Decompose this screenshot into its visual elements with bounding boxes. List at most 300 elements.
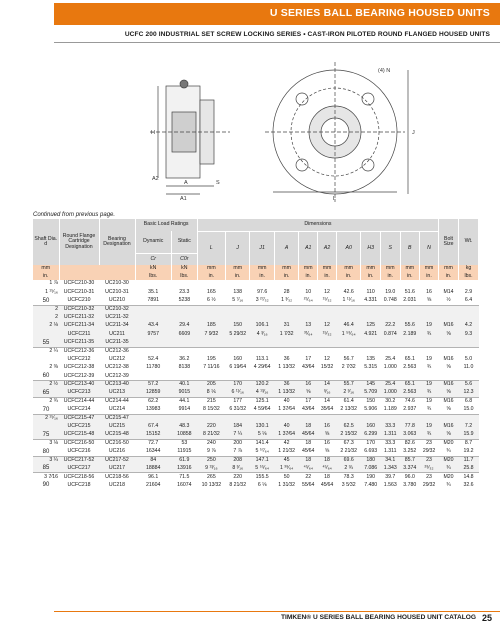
spec-value: 23.3 xyxy=(179,288,190,295)
spec-value: 78.3 xyxy=(336,473,360,481)
spec-value: 11780 xyxy=(146,364,161,371)
empty-cell xyxy=(274,314,298,322)
shaft-diameter: 60 xyxy=(42,373,50,380)
spec-value: 62.2 xyxy=(135,397,171,405)
table-row xyxy=(33,414,479,422)
spec-value: 1.189 xyxy=(383,406,397,413)
unit-metric-cell: mm xyxy=(380,265,400,273)
unit-imperial-cell: lbs. xyxy=(135,273,171,280)
spec-value: 106.1 xyxy=(250,322,274,330)
table-row xyxy=(33,473,479,481)
spec-value: 32.6 xyxy=(463,481,474,488)
spec-value: ¹⁵⁄₃₂ xyxy=(318,330,337,338)
empty-cell xyxy=(135,347,171,355)
header-divider xyxy=(54,42,500,43)
spec-value: 141.4 xyxy=(250,439,274,447)
table-row xyxy=(33,465,479,473)
spec-value: 2.563 xyxy=(400,389,420,397)
table-row xyxy=(33,288,479,296)
empty-cell xyxy=(361,305,381,313)
spec-value: ⁴⁵⁄₆₄ xyxy=(299,465,318,473)
spec-value: 96.1 xyxy=(135,473,171,481)
spec-value: ⁹⁄₁₆ xyxy=(318,389,337,397)
spec-value: 3.780 xyxy=(403,481,417,488)
unit-imperial-cell: in. xyxy=(380,273,400,280)
spec-value: 31 xyxy=(274,322,298,330)
spec-value: 72.7 xyxy=(135,439,171,447)
spec-value: 13 xyxy=(299,322,318,330)
empty-cell xyxy=(318,280,337,288)
bearing-designation: UC211-32 xyxy=(99,314,135,322)
spec-value: 43.4 xyxy=(135,322,171,330)
spec-value: 12859 xyxy=(135,389,171,397)
spec-value: 4 59⁄64 xyxy=(253,406,271,413)
unit-imperial-cell: in. xyxy=(336,273,360,280)
spec-value: ⅝ xyxy=(324,448,330,455)
cartridge-designation: UCFC213 xyxy=(59,389,99,397)
spec-value: 113.1 xyxy=(255,355,269,362)
spec-value: 96.0 xyxy=(400,473,420,481)
empty-cell xyxy=(274,347,298,355)
shaft-diameter xyxy=(33,423,59,431)
spec-value: 7 11⁄16 xyxy=(203,364,220,371)
spec-value: 3 5⁄32 xyxy=(341,481,356,488)
spec-value: 265 xyxy=(197,473,225,481)
spec-value: 15⁄32 xyxy=(320,364,334,371)
empty-cell xyxy=(439,305,459,313)
spec-value: 67.3 xyxy=(336,439,360,447)
cartridge-designation: UCFC217-52 xyxy=(59,456,99,464)
spec-value: 1 ⁵⁹⁄₆₄ xyxy=(336,330,360,338)
bearing-designation: UC217-52 xyxy=(99,456,135,464)
spec-value: 1 21⁄32 xyxy=(278,448,295,455)
spec-value: 13916 xyxy=(171,465,197,473)
empty-cell xyxy=(225,339,249,347)
spec-value: 25.4 xyxy=(385,355,396,362)
spec-value: 155.5 xyxy=(250,473,274,481)
empty-cell xyxy=(318,305,337,313)
table-row xyxy=(33,406,479,414)
spec-value: 25.8 xyxy=(459,465,479,473)
spec-value: 5 ⅛ xyxy=(250,431,274,439)
empty-cell xyxy=(135,305,171,313)
empty-cell xyxy=(299,414,318,422)
spec-value: 15152 xyxy=(135,431,171,439)
spec-value: 19.2 xyxy=(463,448,474,455)
spec-value: ³¹⁄₆₄ xyxy=(299,330,318,338)
empty-cell xyxy=(400,347,420,355)
spec-value: 1.311 xyxy=(380,431,400,439)
spec-value: 40.1 xyxy=(171,381,197,389)
empty-cell xyxy=(439,414,459,422)
header-a2: A2 xyxy=(318,231,337,265)
label-n: (4) N xyxy=(378,68,391,74)
spec-value: 7891 xyxy=(147,297,159,303)
bearing-designation: UC215-48 xyxy=(99,431,135,439)
spec-value: 4.2 xyxy=(459,322,479,330)
spec-value: M16 xyxy=(439,322,459,330)
spec-value: 16 xyxy=(318,439,337,447)
empty-cell xyxy=(336,339,360,347)
spec-value: 48.3 xyxy=(171,423,197,431)
bearing-designation: UC210-32 xyxy=(99,305,135,313)
cartridge-designation: UCFC215-48 xyxy=(59,431,99,439)
empty-cell xyxy=(274,414,298,422)
spec-value: 250 xyxy=(197,456,225,464)
spec-value: 18 xyxy=(299,423,318,431)
unit-imperial-cell: in. xyxy=(318,273,337,280)
spec-value: 45 xyxy=(274,456,298,464)
unit-imperial-cell: lbs. xyxy=(459,273,479,280)
spec-value: 7.2 xyxy=(459,423,479,431)
spec-value: 28 xyxy=(283,288,290,295)
unit-metric-cell: mm xyxy=(299,265,318,273)
shaft-diameter: 3 7⁄16 xyxy=(33,473,59,481)
shaft-diameter: 1 ¹⁵⁄₁₆ xyxy=(45,288,58,295)
unit-imperial-blank xyxy=(59,273,135,280)
spec-value: 7.086 xyxy=(361,465,381,473)
unit-imperial-cell: in. xyxy=(274,273,298,280)
empty-cell xyxy=(197,347,225,355)
spec-value: 29⁄32 xyxy=(422,448,436,455)
unit-imperial-cell: in. xyxy=(400,273,420,280)
spec-value: 19 xyxy=(426,355,432,362)
empty-cell xyxy=(299,314,318,322)
cartridge-designation: UCFC213-40 xyxy=(59,381,99,389)
spec-value: M20 xyxy=(439,456,459,464)
empty-cell xyxy=(420,347,439,355)
table-row xyxy=(33,431,479,439)
shaft-diameter: 2 ⅜ xyxy=(49,364,58,371)
table-row xyxy=(33,356,479,364)
spec-value: 29.4 xyxy=(171,322,197,330)
empty-cell xyxy=(171,414,197,422)
spec-value: 1.563 xyxy=(383,481,397,488)
footer-rule xyxy=(54,611,500,612)
shaft-diameter: 90 xyxy=(42,482,50,489)
page-number: 25 xyxy=(481,613,492,623)
spec-value: 42 xyxy=(274,439,298,447)
empty-cell xyxy=(197,280,225,288)
header-row xyxy=(33,219,479,231)
shaft-diameter: 1 ⅞ xyxy=(49,280,58,287)
cartridge-designation: UCFC215 xyxy=(59,423,99,431)
spec-value: 10858 xyxy=(171,431,197,439)
spec-value: 21604 xyxy=(145,481,161,488)
empty-cell xyxy=(225,347,249,355)
table-row xyxy=(33,314,479,322)
empty-cell xyxy=(336,280,360,288)
empty-cell xyxy=(361,314,381,322)
empty-cell xyxy=(250,372,274,380)
empty-cell xyxy=(380,414,400,422)
spec-value: 220 xyxy=(197,423,225,431)
header-j: J xyxy=(225,231,249,265)
spec-value: ⅝ xyxy=(426,297,432,303)
header-c0r: C0r xyxy=(171,253,197,265)
spec-value: 8 21⁄32 xyxy=(197,431,225,439)
table-row xyxy=(33,389,479,397)
label-j: J xyxy=(412,130,415,136)
spec-value: ²⁵⁄₆₄ xyxy=(303,297,313,303)
spec-value: 67.4 xyxy=(135,423,171,431)
cartridge-designation: UCFC211-32 xyxy=(59,314,99,322)
spec-value: 2 13⁄32 xyxy=(340,406,358,413)
empty-cell xyxy=(420,339,439,347)
continued-note: Continued from previous page. xyxy=(33,212,116,218)
spec-value: M16 xyxy=(443,355,454,362)
spec-value: 29⁄32 xyxy=(422,481,436,488)
spec-value: 55⁄64 xyxy=(302,481,315,488)
shaft-diameter: 2 ¼ xyxy=(33,347,59,355)
empty-cell xyxy=(225,414,249,422)
spec-value: 6 ½ xyxy=(207,297,216,303)
shaft-diameter: 3 ⅛ xyxy=(33,439,59,447)
label-s: S xyxy=(216,180,220,186)
empty-cell xyxy=(361,414,381,422)
empty-cell xyxy=(318,314,337,322)
header-cr: Cr xyxy=(135,253,171,265)
spec-value: 145 xyxy=(361,381,381,389)
table-row xyxy=(33,381,479,389)
spec-value: 150 xyxy=(361,397,381,405)
cartridge-designation: UCFC218-56 xyxy=(59,473,99,481)
spec-value: 170 xyxy=(361,439,381,447)
unit-metric-cell: mm xyxy=(250,265,274,273)
shaft-diameter: 70 xyxy=(42,406,50,413)
spec-value: 16 xyxy=(426,288,432,295)
header-wt: Wt. xyxy=(459,219,479,265)
table-row xyxy=(33,339,479,347)
unit-imperial-cell: in. xyxy=(299,273,318,280)
spec-value: ⅝ xyxy=(446,406,451,413)
empty-cell xyxy=(299,372,318,380)
shaft-diameter: 2 ½ xyxy=(33,381,59,389)
spec-value: M20 xyxy=(439,439,459,447)
bearing-designation: UC212-39 xyxy=(105,372,129,379)
bearing-designation: UC216 xyxy=(108,448,126,455)
unit-imperial-cell: in. xyxy=(197,273,225,280)
spec-value: 9015 xyxy=(171,389,197,397)
unit-metric-cell: mm xyxy=(318,265,337,273)
empty-cell xyxy=(274,372,298,380)
spec-value: 2 21⁄32 xyxy=(340,448,358,455)
header-s: S xyxy=(380,231,400,265)
empty-cell xyxy=(459,314,479,322)
empty-cell xyxy=(171,314,197,322)
spec-value: 5.709 xyxy=(361,389,381,397)
empty-cell xyxy=(250,339,274,347)
spec-value: 84 xyxy=(135,456,171,464)
empty-cell xyxy=(336,314,360,322)
header-a0: A0 xyxy=(336,231,360,265)
spec-value: 130.1 xyxy=(250,423,274,431)
spec-value: 3 ²⁷⁄₃₂ xyxy=(255,297,269,303)
spec-value: 220 xyxy=(225,473,249,481)
spec-value: 16 xyxy=(318,423,337,431)
spec-value: ²⁹⁄₃₂ xyxy=(420,465,439,473)
bearing-designation: UC213-40 xyxy=(99,381,135,389)
shaft-diameter: 85 xyxy=(33,465,59,473)
grease-fitting xyxy=(180,80,188,88)
spec-value: ¾ xyxy=(426,364,432,371)
spec-value: 23 xyxy=(420,473,439,481)
spec-value: 9914 xyxy=(178,406,191,413)
empty-cell xyxy=(361,372,381,380)
table-row xyxy=(33,322,479,330)
empty-cell xyxy=(299,339,318,347)
spec-value: 22.2 xyxy=(380,322,400,330)
bearing-designation: UC210 xyxy=(108,297,126,303)
spec-value: 10 13⁄32 xyxy=(201,481,222,488)
shaft-diameter: 80 xyxy=(42,448,50,455)
spec-value: ⅝ xyxy=(318,431,337,439)
spec-value: 6.299 xyxy=(361,431,381,439)
spec-value: 120.2 xyxy=(250,381,274,389)
shaft-diameter: 50 xyxy=(42,297,50,304)
empty-cell xyxy=(420,305,439,313)
unit-metric-cell: kN xyxy=(171,265,197,273)
header-j1: J1 xyxy=(250,231,274,265)
spec-value: 150 xyxy=(225,322,249,330)
spec-value: 8 21⁄32 xyxy=(229,481,247,488)
empty-cell xyxy=(171,305,197,313)
spec-value: 6.4 xyxy=(464,297,473,303)
spec-value: 110 xyxy=(366,288,375,295)
spec-value: 1 37⁄64 xyxy=(274,431,298,439)
spec-value: 8 15⁄32 xyxy=(203,406,220,413)
unit-imperial-cell: in. xyxy=(361,273,381,280)
cartridge-designation: UCFC214 xyxy=(67,406,91,413)
table-row xyxy=(33,439,479,447)
header-a: A xyxy=(274,231,298,265)
spec-value: 1 ³⁹⁄₆₄ xyxy=(274,465,298,473)
spec-value: 11.0 xyxy=(463,364,474,371)
spec-value: 1.343 xyxy=(380,465,400,473)
empty-cell xyxy=(336,347,360,355)
empty-cell xyxy=(135,372,171,380)
spec-value: 2.189 xyxy=(400,330,420,338)
spec-value: 1 13⁄32 xyxy=(274,389,298,397)
spec-value: ¾ xyxy=(420,389,439,397)
bearing-designation: UC214-44 xyxy=(99,397,135,405)
spec-value: 11915 xyxy=(177,448,192,455)
shaft-diameter: 65 xyxy=(33,389,59,397)
empty-cell xyxy=(299,280,318,288)
spec-value: 3.063 xyxy=(400,431,420,439)
spec-table xyxy=(33,219,479,490)
spec-value: 215 xyxy=(197,397,225,405)
empty-cell xyxy=(459,347,479,355)
spec-value: 43⁄64 xyxy=(302,406,315,413)
units-row-imperial xyxy=(33,273,479,280)
bearing-designation: UC211-35 xyxy=(99,339,135,347)
spec-value: ¾ xyxy=(446,481,451,488)
spec-value: 6.8 xyxy=(459,397,479,405)
empty-cell xyxy=(336,305,360,313)
unit-metric-cell: mm xyxy=(361,265,381,273)
spec-value: 147.1 xyxy=(250,456,274,464)
spec-value: 5.6 xyxy=(459,381,479,389)
spec-value: 56.7 xyxy=(343,355,354,362)
spec-value: 44.1 xyxy=(171,397,197,405)
table-row xyxy=(33,456,479,464)
spec-value: 71.5 xyxy=(171,473,197,481)
spec-value: 10 xyxy=(305,288,312,295)
spec-value: 18 xyxy=(299,439,318,447)
spec-value: M16 xyxy=(439,397,459,405)
spec-value: ¾ xyxy=(446,448,451,455)
bearing-designation: UC214 xyxy=(108,406,126,413)
spec-value: 45⁄64 xyxy=(299,431,318,439)
spec-value: 170 xyxy=(225,381,249,389)
label-l: L xyxy=(333,196,337,202)
empty-cell xyxy=(459,372,479,380)
spec-value: 12 xyxy=(324,288,330,295)
spec-value: 18 xyxy=(318,456,337,464)
spec-value: 1 7⁄32 xyxy=(274,330,298,338)
spec-value: 36.2 xyxy=(179,355,190,362)
unit-metric-cell: mm xyxy=(439,265,459,273)
spec-value: 125.1 xyxy=(250,397,274,405)
spec-value: ⅝ xyxy=(439,389,459,397)
empty-cell xyxy=(459,414,479,422)
unit-metric-cell: mm xyxy=(225,265,249,273)
page-title: U SERIES BALL BEARING HOUSED UNITS xyxy=(269,7,490,19)
label-a1: A1 xyxy=(180,196,187,202)
spec-value: 195 xyxy=(207,355,216,362)
table-row xyxy=(33,364,479,372)
spec-value: M16 xyxy=(439,423,459,431)
empty-cell xyxy=(439,372,459,380)
shaft-diameter: 2 ⅛ xyxy=(33,322,59,330)
empty-cell xyxy=(361,280,381,288)
spec-value: ⅝ xyxy=(439,431,459,439)
empty-cell xyxy=(197,314,225,322)
spec-value: 11.7 xyxy=(459,456,479,464)
spec-value: 7 9⁄32 xyxy=(197,330,225,338)
empty-cell xyxy=(135,280,171,288)
spec-value: 0.748 xyxy=(383,297,397,303)
spec-value: 4 ¹³⁄₁₆ xyxy=(250,389,274,397)
spec-value: 8.7 xyxy=(459,439,479,447)
table-row xyxy=(33,347,479,355)
spec-value: 208 xyxy=(225,456,249,464)
header-cartridge: Round Flange Cartridge Designation xyxy=(59,219,99,265)
spec-value: 1.000 xyxy=(380,389,400,397)
spec-value: 180 xyxy=(361,456,381,464)
shaft-diameter: 2 xyxy=(33,305,59,313)
spec-value: M14 xyxy=(443,288,454,295)
footer-text: TIMKEN® U SERIES BALL BEARING HOUSED UNIT CATALOG xyxy=(281,614,476,621)
spec-value: 135 xyxy=(366,355,376,362)
spec-value: 45⁄64 xyxy=(320,481,334,488)
title-band xyxy=(54,3,500,25)
unit-imperial-shaft-unit: in. xyxy=(33,273,59,280)
spec-value: 6 19⁄64 xyxy=(229,364,247,371)
spec-value: 2.937 xyxy=(403,406,417,413)
bearing-designation: UC215 xyxy=(99,423,135,431)
spec-value: 5.315 xyxy=(364,364,378,371)
spec-value: 13983 xyxy=(145,406,161,413)
table-row xyxy=(33,305,479,313)
empty-cell xyxy=(197,339,225,347)
spec-value: 2 15⁄32 xyxy=(336,431,360,439)
empty-cell xyxy=(420,314,439,322)
spec-value: ¾ xyxy=(439,465,459,473)
unit-imperial-cell: in. xyxy=(420,273,439,280)
spec-value: 85.7 xyxy=(400,456,420,464)
